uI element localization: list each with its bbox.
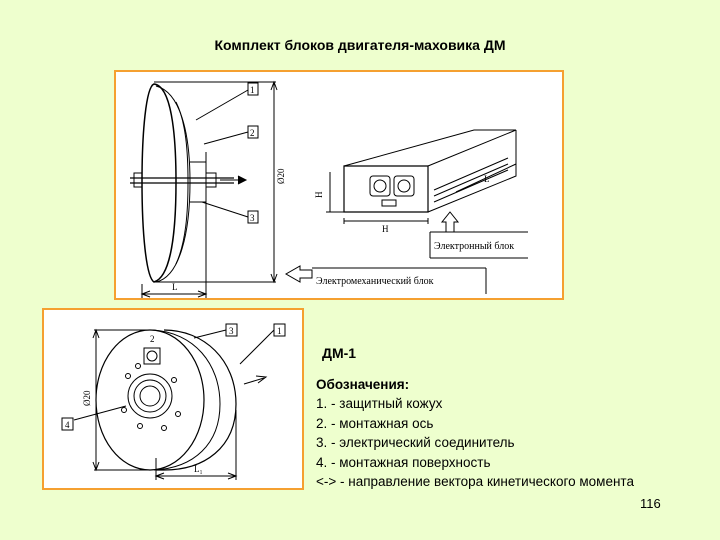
figure-dm1-drawing	[42, 308, 304, 490]
callout-3: 3	[250, 213, 255, 223]
legend	[316, 344, 716, 492]
callout-3: 3	[229, 326, 234, 336]
legend-heading: Обозначения:	[316, 376, 410, 392]
callout-1: 1	[250, 85, 255, 95]
dm1-drawing	[44, 310, 302, 488]
dim-height: Ø20	[276, 168, 286, 184]
label-electromechanical-block: Электромеханический блок	[316, 276, 434, 287]
callout-1: 1	[277, 326, 282, 336]
mark-2: 2	[150, 334, 155, 344]
dim-box-side: Н	[382, 224, 389, 234]
model-name: ДМ-1	[322, 345, 357, 361]
legend-item: 2. - монтажная ось	[316, 415, 434, 431]
legend-item: 3. - электрический соединитель	[316, 435, 515, 450]
callout-2: 2	[250, 128, 255, 138]
label-electronic-block: Электронный блок	[434, 241, 515, 252]
dim-box-length: L	[484, 174, 490, 184]
legend-item: 4. - монтажная поверхность	[316, 454, 491, 470]
dim-length: L	[172, 282, 178, 292]
dim-height: Ø20	[82, 390, 92, 406]
callout-4: 4	[65, 420, 70, 430]
slide-title: Комплект блоков двигателя-маховика ДМ	[214, 37, 506, 53]
legend-item: 1. - защитный кожух	[316, 396, 443, 411]
assembly-drawing	[116, 72, 562, 298]
page-number: 116	[640, 496, 661, 511]
dim-box-height: H	[314, 191, 324, 198]
figure-assembly-drawing	[114, 70, 564, 300]
legend-item: <-> - направление вектора кинетического момента	[316, 474, 634, 489]
dim-length: L₁	[194, 464, 203, 474]
